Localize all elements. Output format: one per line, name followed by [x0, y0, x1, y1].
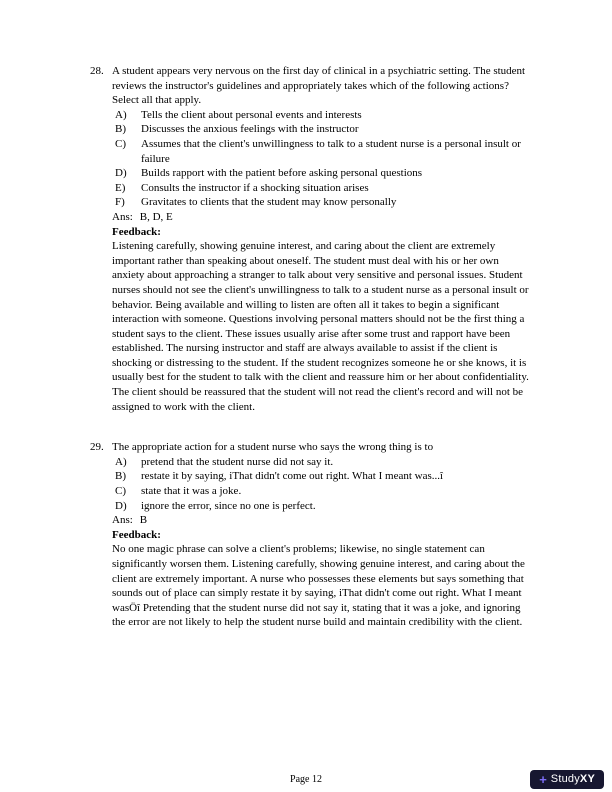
option-text: Consults the instructor if a shocking situation arises	[141, 181, 369, 194]
option-d	[112, 499, 529, 514]
answer-line	[112, 513, 529, 528]
option-d	[112, 166, 529, 181]
option-b	[112, 122, 529, 137]
feedback-label: Feedback:	[112, 528, 161, 541]
brand-text	[551, 772, 595, 787]
question-number: 29.	[90, 441, 104, 454]
feedback-text: No one magic phrase can solve a client's problems; likewise, no single statement can significantly worsen them. Listening carefully, showing genuine interest, and caring about the client are extremely important. A nurse who possesses these elements but says something that sounds out of place can simply restate it by saying, iThat didn't come out right. What I meant wasÖî Pretending that the student nurse did not say it, stating that it was a joke, and ignoring the error are not likely to help the student nurse build and maintain credibility with the client.	[112, 543, 525, 629]
option-letter: F)	[115, 196, 125, 209]
answer-value: B	[139, 514, 148, 527]
page-number: Page 12	[290, 774, 322, 786]
feedback-text: Listening carefully, showing genuine interest, and caring about the client are extremely important rather than speaking about oneself. The student must deal with his or her own anxiety about approaching a stranger to talk about very sensitive and personal issues. Student nurses should not see the client's unwillingness to talk to a student nurse as a personal insult or behavior. Being available and willing to listen are often all it takes to begin a significant interaction with someone. Questions involving personal matters should not be the first thing a student says to the client. These issues usually arise after some trust and rapport have been established. The nursing instructor and staff are always available to assist if the client is shocking or distressing to the student. If the student recognizes someone he or she knows, it is usually best for the student to talk with the client and reassure him or her about confidentiality. The client should be reassured that the student will not read the client's record and will not be assigned to work with the client.	[112, 240, 529, 413]
feedback-label: Feedback:	[112, 225, 161, 238]
plus-icon: +	[539, 772, 547, 787]
answer-label: Ans:	[112, 210, 133, 223]
option-text: Gravitates to clients that the student may know personally	[141, 196, 397, 209]
option-letter: B)	[115, 470, 126, 483]
option-c	[112, 484, 529, 499]
option-text: state that it was a joke.	[141, 485, 242, 498]
option-letter: A)	[115, 455, 127, 468]
page-content	[90, 64, 529, 630]
answer-label: Ans:	[112, 514, 133, 527]
option-text: Builds rapport with the patient before asking personal questions	[141, 167, 423, 180]
option-letter: C)	[115, 137, 126, 150]
option-c	[112, 137, 529, 166]
question-block-28	[90, 64, 529, 414]
brand-xy: XY	[579, 773, 595, 786]
option-text: Tells the client about personal events and interests	[141, 108, 362, 121]
option-text: ignore the error, since no one is perfect.	[141, 499, 316, 512]
option-letter: D)	[115, 499, 127, 512]
answer-line	[112, 210, 529, 225]
option-text: pretend that the student nurse did not say it.	[141, 455, 334, 468]
question-number: 28.	[90, 65, 104, 77]
option-letter: D)	[115, 167, 127, 180]
option-letter: A)	[115, 108, 127, 121]
brand-study: Study	[550, 773, 580, 786]
option-text: restate it by saying, iThat didn't come out right. What I meant was...î	[141, 470, 444, 483]
option-f	[112, 195, 529, 210]
option-letter: B)	[115, 123, 126, 136]
page-footer	[0, 773, 612, 788]
answer-value: B, D, E	[139, 210, 173, 223]
question-stem: A student appears very nervous on the first day of clinical in a psychiatric setting. The student reviews the instructor's guidelines and appropriately takes which of the following actions? Select all that apply.	[112, 65, 526, 107]
option-letter: C)	[115, 485, 126, 498]
option-text: Assumes that the client's unwillingness to talk to a student nurse is a personal insult or failure	[141, 137, 521, 165]
studyxy-logo[interactable]	[530, 770, 604, 789]
option-a	[112, 455, 529, 470]
option-letter: E)	[115, 181, 126, 194]
option-e	[112, 181, 529, 196]
question-block-29	[90, 440, 529, 630]
options-list	[112, 108, 529, 210]
question-stem: The appropriate action for a student nurse who says the wrong thing is to	[112, 441, 434, 454]
option-b	[112, 469, 529, 484]
option-a	[112, 108, 529, 123]
options-list	[112, 455, 529, 513]
option-text: Discusses the anxious feelings with the instructor	[141, 123, 359, 136]
